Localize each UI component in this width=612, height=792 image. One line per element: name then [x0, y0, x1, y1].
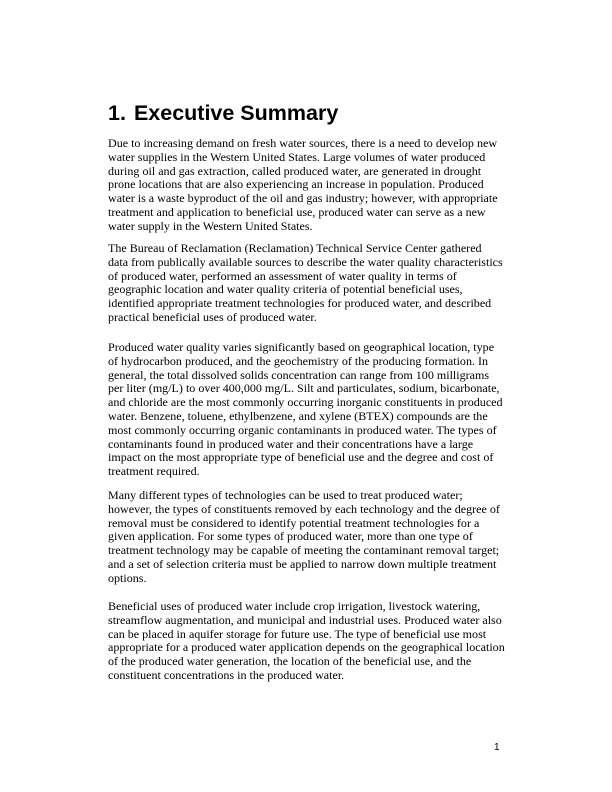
paragraph-beneficial-uses: [108, 600, 518, 683]
paragraph-line: treatment required.: [108, 464, 200, 479]
section-heading: [108, 100, 338, 126]
paragraph-line: water supplies in the Western United States. Large volumes of water produced: [108, 149, 486, 164]
paragraph-line: can be placed in aquifer storage for future use. The type of beneficial use most: [108, 626, 487, 641]
paragraph-line: practical beneficial uses of produced water.: [108, 309, 317, 324]
paragraph-line: removal must be considered to identify potential treatment technologies for a: [108, 515, 480, 530]
paragraph-line: constituent concentrations in the produced water.: [108, 667, 345, 682]
paragraph-line: Due to increasing demand on fresh water sources, there is a need to develop new: [108, 136, 498, 150]
paragraph-line: data from publically available sources to describe the water quality characteristics: [108, 254, 503, 269]
paragraph-line: Produced water quality varies significantly based on geographical location, type: [108, 340, 495, 354]
paragraph-line: of the produced water generation, the location of the beneficial use, and the: [108, 654, 472, 669]
paragraph-line: options.: [108, 570, 147, 585]
paragraph-line: during oil and gas extraction, called produced water, are generated in drought: [108, 163, 482, 178]
page-number: 1: [494, 742, 500, 753]
paragraph-line: and chloride are the most commonly occurring inorganic constituents in produced: [108, 395, 503, 410]
paragraph-line: and a set of selection criteria must be applied to narrow down multiple treatment: [108, 556, 497, 571]
paragraph-line: however, the types of constituents removed by each technology and the degree of: [108, 501, 500, 516]
paragraph-line: per liter (mg/L) to over 400,000 mg/L. Silt and particulates, sodium, bicarbonate,: [108, 381, 500, 396]
paragraph-line: streamflow augmentation, and municipal and industrial uses. Produced water also: [108, 612, 502, 627]
paragraph-reclamation-study: [108, 242, 518, 325]
paragraph-line: contaminants found in produced water and their concentrations have a large: [108, 436, 474, 451]
paragraph-line: The Bureau of Reclamation (Reclamation) Technical Service Center gathered: [108, 241, 482, 255]
paragraph-line: water supply in the Western United States.: [108, 218, 313, 233]
paragraph-line: treatment and application to beneficial use, produced water can serve as a new: [108, 204, 486, 219]
paragraph-line: of hydrocarbon produced, and the geochemistry of the producing formation. In: [108, 353, 489, 368]
paragraph-line: geographic location and water quality criteria of potential beneficial uses,: [108, 282, 463, 297]
section-title: Executive Summary: [133, 101, 339, 125]
paragraph-line: Beneficial uses of produced water include crop irrigation, livestock watering,: [108, 599, 481, 613]
paragraph-line: Many different types of technologies can be used to treat produced water;: [108, 488, 463, 502]
paragraph-line: general, the total dissolved solids concentration can range from 100 milligrams: [108, 367, 490, 382]
paragraph-line: impact on the most appropriate type of beneficial use and the degree and cost of: [108, 450, 494, 465]
paragraph-line: appropriate for a produced water application depends on the geographical location: [108, 640, 505, 655]
paragraph-treatment-technologies: [108, 489, 518, 586]
paragraph-line: prone locations that are also experiencing an increase in population. Produced: [108, 177, 484, 192]
paragraph-line: water is a waste byproduct of the oil and gas industry; however, with appropriate: [108, 191, 498, 206]
paragraph-line: given application. For some types of produced water, more than one type of: [108, 529, 473, 544]
paragraph-line: treatment technology may be capable of meeting the contaminant removal target;: [108, 543, 500, 558]
section-number: 1.: [108, 101, 126, 125]
paragraph-line: water. Benzene, toluene, ethylbenzene, and xylene (BTEX) compounds are the: [108, 408, 488, 423]
paragraph-introduction: [108, 137, 518, 234]
paragraph-line: most commonly occurring organic contaminants in produced water. The types of: [108, 422, 497, 437]
paragraph-line: of produced water, performed an assessment of water quality in terms of: [108, 268, 457, 283]
paragraph-water-quality: [108, 341, 518, 479]
paragraph-line: identified appropriate treatment technologies for produced water, and described: [108, 296, 492, 311]
